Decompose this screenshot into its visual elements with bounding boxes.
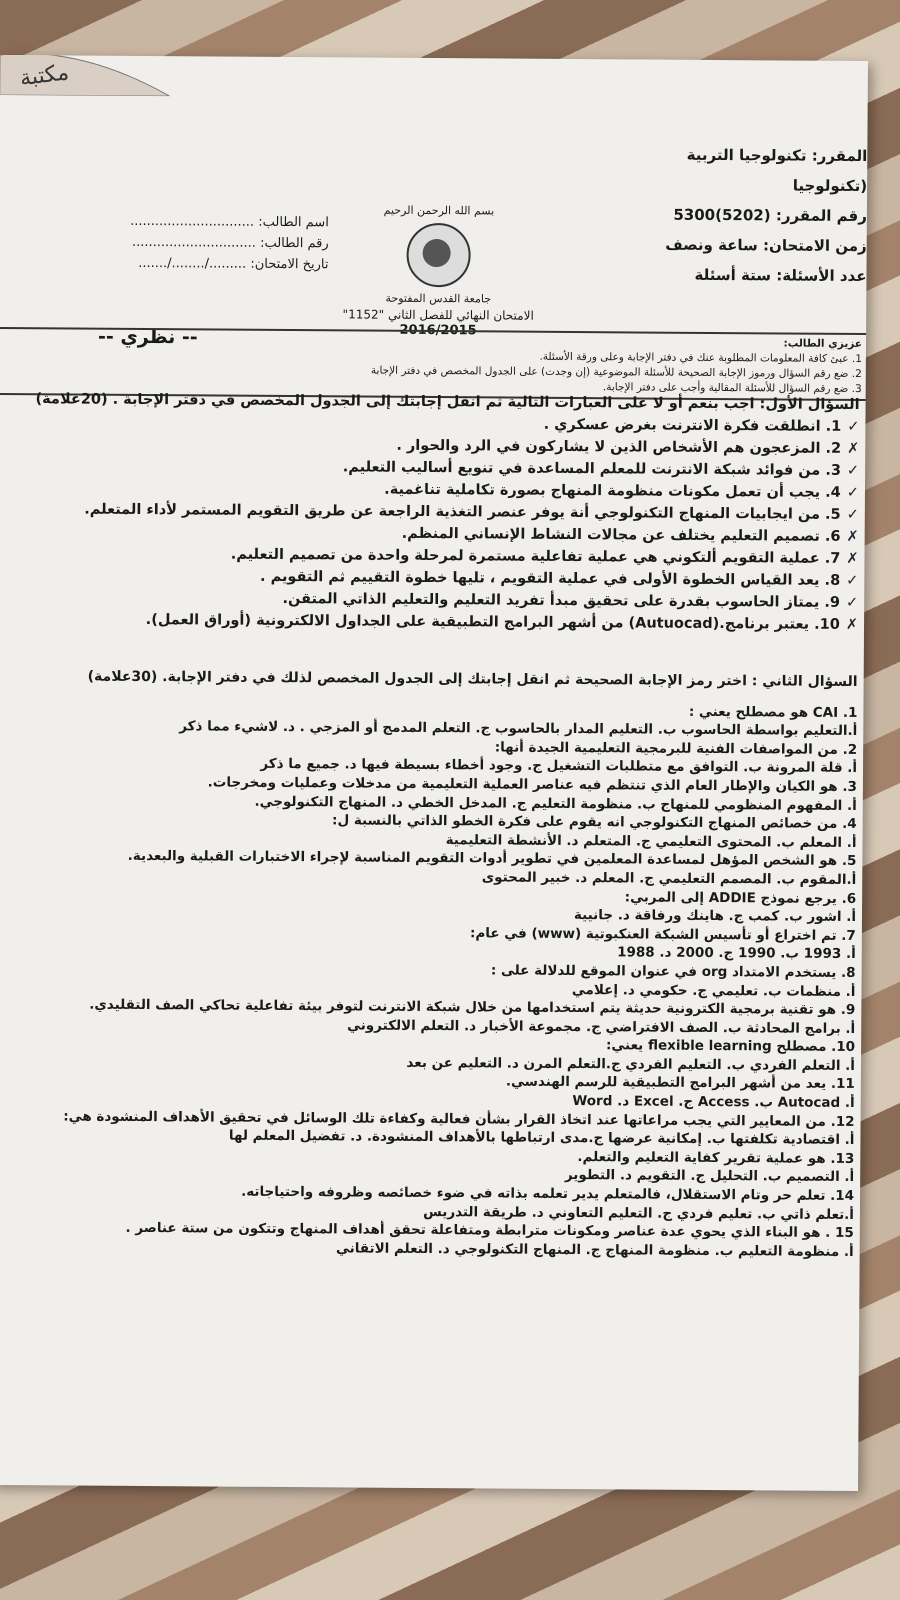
- q2-options: أ. اشور ب. كمب ج. هاينك ورفاقة د. جانيية: [573, 907, 857, 926]
- q1-item: ✗7. عملية التقويم ألتكوني هي عملية تفاعلية مستمرة لمرحلة واحدة من تصميم التعليم.: [230, 546, 859, 568]
- q2-options: أ. التصميم ب. التحليل ج. التقويم د. التطوير: [564, 1167, 855, 1186]
- q2-question: 2. من المواصفات الفنية للبرمجية التعليمية الجيدة أنها:: [494, 739, 858, 758]
- q1-item: ✓8. يعد القياس الخطوة الأولى في عملية التقويم ، تليها خطوة التقييم ثم التقويم .: [259, 568, 859, 590]
- q2-question: 1. CAI هو مصطلح يعني :: [688, 703, 858, 721]
- q1-item: ✓9. يمتاز الحاسوب بقدرة على تحقيق مبدأ تفريد التعليم والتعليم الذاتي المتقن.: [282, 590, 859, 612]
- q2-question: 5. هو الشخص المؤهل لمساعدة المعلمين في تطوير أدوات التقويم المناسبة لإجراء الاختبارات القبلية والبعدية.: [127, 848, 857, 870]
- code-label: رقم المقرر:: [775, 206, 867, 226]
- check-mark-icon: ✓: [845, 594, 859, 612]
- cross-mark-icon: ✗: [847, 440, 860, 458]
- q1-item: ✗10. يعتبر برنامج.(Autuocad) من أشهر البرامج التطبيقية على الجداول الالكترونية (أوراق العمل).: [145, 612, 859, 634]
- check-mark-icon: ✓: [846, 506, 859, 524]
- university-logo-icon: [406, 223, 470, 287]
- q2-question: 14. تعلم حر وتام الاستقلال، فالمتعلم يدير تعلمه بذاته في ضوء خصائصه وظروفه واحتياجاته.: [241, 1183, 855, 1205]
- q2-title: السؤال الثاني : اختر رمز الإجابة الصحيحة ثم انقل إجابتك إلى الجدول المخصص لذلك في دفتر الإجابة. (30علامة): [87, 668, 858, 691]
- time-value: ساعة ونصف: [665, 235, 758, 255]
- student-name-field[interactable]: ..............................: [130, 213, 255, 230]
- instruction-item: 1. عبئ كافة المعلومات المطلوبة عنك في دفتر الإجابة وعلى ورقة الأسئلة.: [539, 350, 862, 366]
- university-block: [338, 202, 539, 339]
- course-info: [616, 139, 867, 291]
- q2-question: 7. تم اختراع أو تأسيس الشبكة العنكبوتية (www) في عام:: [469, 925, 856, 944]
- q1-item: ✗6. تصميم التعليم يختلف عن مجالات النشاط الإنساني المنظم.: [401, 525, 859, 546]
- q2-question: 15 . هو البناء الذي يحوي عدة عناصر ومكونات مترابطة ومتفاعلة تحقق أهداف المنهاج وتتكون من ستة عناصر .: [125, 1220, 854, 1242]
- q2-question: 8. يستخدم الامتداد org في عنوان الموقع للدلالة على :: [490, 962, 856, 981]
- course-name: تكنولوجيا التربية (تكنولوجيا: [686, 145, 868, 196]
- instructions-label: عزيزي الطالب:: [783, 337, 863, 351]
- q2-options: أ. برامج المحادثة ب. الصف الافتراضي ج. مجموعة الأخبار د. التعلم الالكتروني: [347, 1017, 856, 1037]
- check-mark-icon: ✓: [846, 572, 859, 590]
- q1-title: السؤال الأول: اجب بنعم أو لا على العبارات التالية ثم انقل إجابتك إلى الجدول المخصص في دفتر الإجابة . (20علامة): [35, 391, 860, 414]
- q2-options: أ. التعلم الفردي ب. التعليم الفردي ج.التعلم المرن د. التعليم عن بعد: [406, 1054, 856, 1074]
- cross-mark-icon: ✗: [845, 616, 859, 634]
- q1-item: ✓4. يجب أن تعمل مكونات منظومة المنهاج بصورة تكاملية تناغمية.: [384, 481, 860, 502]
- q2-question: 4. من خصائص المنهاج التكنولوجي انه يقوم على فكرة الخطو الذاتي بالنسبة ل:: [332, 812, 857, 833]
- q1-item: ✓3. من فوائد شبكة الانترنت للمعلم المساعدة في تنويع أساليب التعليم.: [342, 459, 860, 480]
- corner-handwriting: مكتبة: [18, 60, 71, 92]
- instruction-item: 2. ضع رقم السؤال ورموز الإجابة الصحيحة للأسئلة الموضوعية (إن وجدت) على الجدول المخصص في دفتر الإجابة: [370, 364, 862, 381]
- student-info: [88, 211, 328, 276]
- student-name-label: اسم الطالب:: [258, 214, 329, 231]
- course-label: المقرر:: [811, 146, 868, 166]
- q2-question: 11. يعد من أشهر البرامج التطبيقية للرسم الهندسي.: [505, 1074, 855, 1093]
- cross-mark-icon: ✗: [846, 528, 859, 546]
- exam-date-field[interactable]: ........./......../.......: [138, 255, 247, 272]
- q2-options: أ. 1993 ب. 1990 ج. 2000 د. 1988: [617, 944, 856, 963]
- university-name: جامعة القدس المفتوحة: [385, 291, 492, 306]
- q2-question: 12. من المعايير التي يجب مراعاتها عند اتخاذ القرار بشأن فعالية وكفاءة تلك الوسائل في تحقيق الأهداف المنشودة هي:: [63, 1108, 855, 1130]
- time-label: زمن الامتحان:: [763, 236, 867, 256]
- q2-question: 13. هو عملية تقرير كفاية التعليم والتعلم.: [577, 1148, 855, 1167]
- check-mark-icon: ✓: [846, 462, 860, 480]
- q2-question: 10. مصطلح flexible learning يعني:: [605, 1037, 856, 1056]
- bismillah: بسم الله الرحمن الرحيم: [383, 203, 495, 218]
- q1-item: ✓1. انطلقت فكرة الانترنت بغرض عسكري .: [543, 416, 860, 436]
- cross-mark-icon: ✗: [846, 550, 859, 568]
- q2-options: أ. منظمات ب. تعليمي ج. حكومي د. إعلامي: [571, 981, 856, 1000]
- exam-paper: [0, 55, 868, 1491]
- q2-question: 9. هو تقنية برمجية الكترونية حديثة يتم استخدامها من خلال شبكة الانترنت لتوفر بيئة تفاعلية تحاكي الصف التقليدي.: [89, 996, 856, 1019]
- question-one: [2, 388, 860, 636]
- count-label: عدد الأسئلة:: [776, 266, 867, 286]
- check-mark-icon: ✓: [847, 418, 860, 436]
- exam-year: 2016/2015: [399, 322, 477, 339]
- exam-title: الامتحان النهائي للفصل الثاني "1152": [342, 307, 534, 323]
- q2-options: أ. Autocad ب. Access ج. Excel د. Word: [572, 1093, 855, 1112]
- check-mark-icon: ✓: [846, 484, 860, 502]
- exam-kind: -- نظري --: [97, 325, 198, 349]
- q2-options: أ.تعلم ذاتي ب. تعليم فردي ج. التعليم التعاوني د. طريقة التدريس: [423, 1203, 854, 1223]
- q2-options: أ. اقتصادية تكلفتها ب. إمكانية عرضها ج.مدى ارتباطها بالأهداف المنشودة. د. تفضيل المعلم لها: [228, 1127, 855, 1149]
- q2-options: أ.التعليم بواسطة الحاسوب ب. التعليم المدار بالحاسوب ج. التعلم المدمج أو المزجي . د. لاشيء مما ذكر: [179, 718, 858, 740]
- count-value: ستة أسئلة: [694, 265, 772, 285]
- q2-options: أ. المعلم ب. المحتوى التعليمي ج. المتعلم د. الأنشطة التعليمية: [445, 831, 857, 851]
- q2-question: 6. يرجع نموذج ADDIE إلى المربي:: [624, 888, 857, 907]
- question-two: [0, 667, 858, 1261]
- exam-date-label: تاريخ الامتحان:: [250, 256, 329, 273]
- q1-item: ✓5. من ايجابيات المنهاج التكنولوجي أنة يوفر عنصر التغذية الراجعة عن طريق التقويم المستمر لأداء المتعلم.: [84, 501, 859, 524]
- q2-options: أ. المفهوم المنظومي للمنهاج ب. منظومة التعليم ج. المدخل الخطي د. المنهاج التكنولوجي.: [254, 793, 857, 814]
- q1-item: ✗2. المزعجون هم الأشخاص الذين لا يشاركون في الرد والحوار .: [396, 437, 860, 458]
- code-value: (5202)5300: [673, 205, 771, 225]
- student-id-field[interactable]: ..............................: [131, 234, 257, 251]
- q2-question: 3. هو الكيان والإطار العام الذي تنتظم فيه عناصر العملية التعليمية من مدخلات وعمليات ومخرجات.: [207, 774, 857, 795]
- student-id-label: رقم الطالب:: [260, 235, 329, 252]
- q2-options: أ. قلة المرونة ب. التوافق مع متطلبات التشغيل ج. وجود أخطاء بسيطة فيها د. جميع ما ذكر: [260, 756, 858, 777]
- q2-options: أ.المقوم ب. المصمم التعليمي ج. المعلم د. خبير المحتوى: [481, 869, 857, 888]
- instruction-item: 3. ضع رقم السؤال للأسئلة المقالية وأجب على دفتر الإجابة.: [602, 381, 862, 396]
- q2-options: أ. منظومة التعليم ب. منظومة المنهاج ج. المنهاج التكنولوجي د. التعلم الاتقاني: [335, 1240, 854, 1260]
